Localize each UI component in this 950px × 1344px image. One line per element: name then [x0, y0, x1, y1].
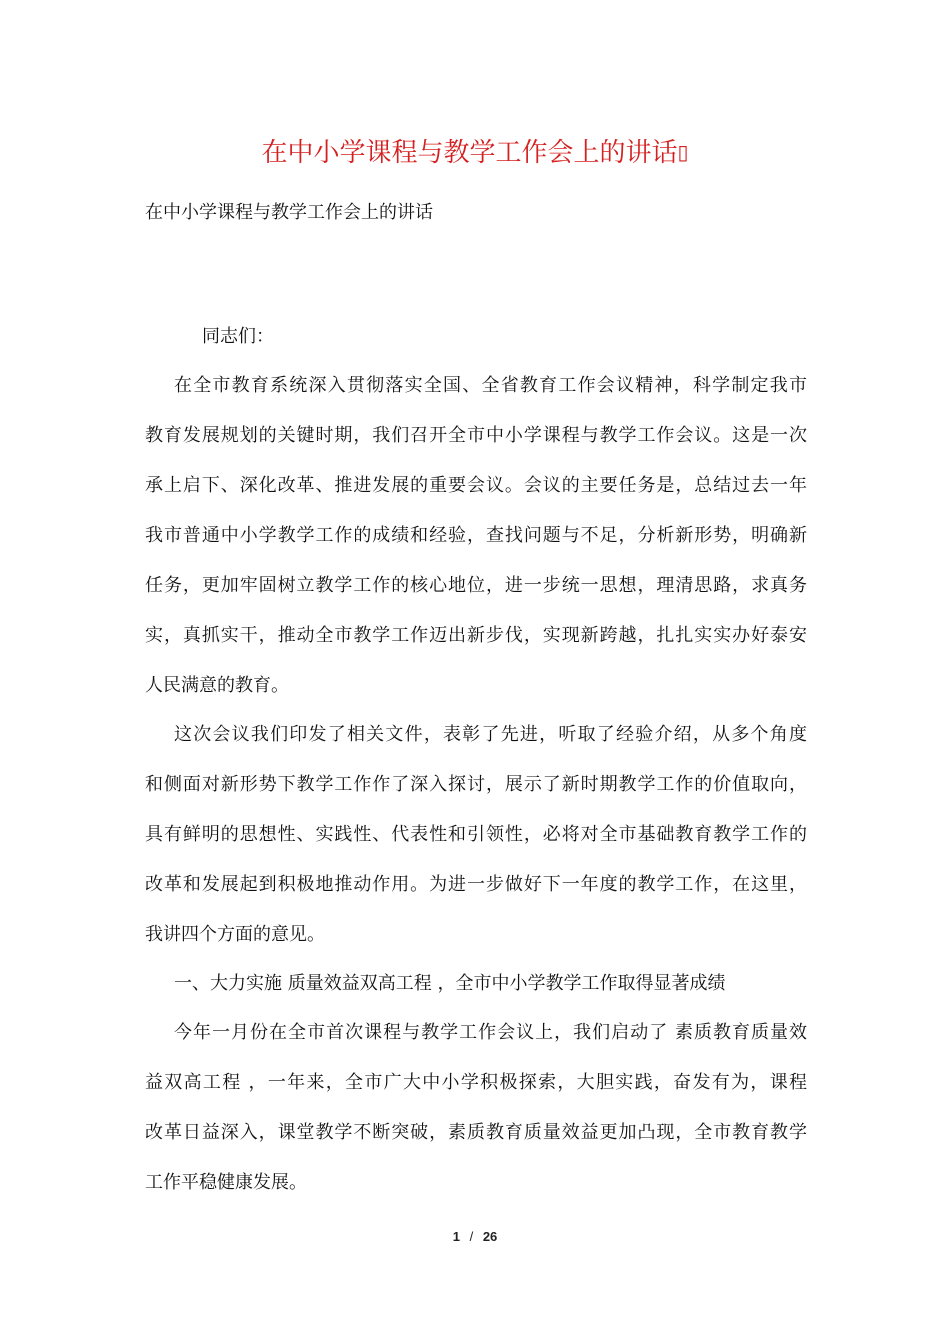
paragraph-line: 益双高工程 ，一年来，全市广大中小学积极探索，大胆实践，奋发有为，课程: [145, 1072, 807, 1093]
paragraph-line: 我市普通中小学教学工作的成绩和经验，查找问题与不足，分析新形势，明确新: [145, 525, 807, 546]
document-title-text: 在中小学课程与教学工作会上的讲话: [261, 138, 678, 168]
paragraph-line: 人民满意的教育。: [145, 675, 289, 696]
paragraph-line: 教育发展规划的关键时期，我们召开全市中小学课程与教学工作会议。这是一次: [145, 425, 807, 446]
document-title: [0, 133, 950, 172]
paragraph-line: 承上启下、深化改革、推进发展的重要会议。会议的主要任务是，总结过去一年: [145, 475, 807, 496]
paragraph-line: 我讲四个方面的意见。: [145, 924, 325, 945]
paragraph-line: 今年一月份在全市首次课程与教学工作会议上，我们启动了 素质教育质量效: [174, 1022, 807, 1043]
page-number: [0, 1229, 950, 1244]
current-page: 1: [452, 1229, 460, 1244]
document-subtitle: 在中小学课程与教学工作会上的讲话: [145, 202, 433, 223]
missing-glyph-icon: ▯: [677, 140, 689, 164]
total-pages: 26: [482, 1229, 498, 1244]
paragraph-line: 这次会议我们印发了相关文件，表彰了先进，听取了经验介绍，从多个角度: [174, 724, 807, 745]
paragraph-line: 在全市教育系统深入贯彻落实全国、全省教育工作会议精神，科学制定我市: [174, 375, 807, 396]
page-separator: /: [469, 1229, 474, 1244]
paragraph-line: 和侧面对新形势下教学工作作了深入探讨，展示了新时期教学工作的价值取向，: [145, 774, 807, 795]
paragraph-line: 实，真抓实干，推动全市教学工作迈出新步伐，实现新跨越，扎扎实实办好泰安: [145, 625, 807, 646]
paragraph-line: 改革日益深入，课堂教学不断突破，素质教育质量效益更加凸现，全市教育教学: [145, 1122, 807, 1143]
paragraph-line: 改革和发展起到积极地推动作用。为进一步做好下一年度的教学工作，在这里，: [145, 874, 807, 895]
paragraph-line: 具有鲜明的思想性、实践性、代表性和引领性，必将对全市基础教育教学工作的: [145, 824, 807, 845]
paragraph-line: 工作平稳健康发展。: [145, 1172, 307, 1193]
paragraph-line: 任务，更加牢固树立教学工作的核心地位，进一步统一思想，理清思路，求真务: [145, 575, 807, 596]
greeting: 同志们：: [202, 326, 274, 347]
section-heading: 一、大力实施 质量效益双高工程 ，全市中小学教学工作取得显著成绩: [174, 973, 726, 994]
